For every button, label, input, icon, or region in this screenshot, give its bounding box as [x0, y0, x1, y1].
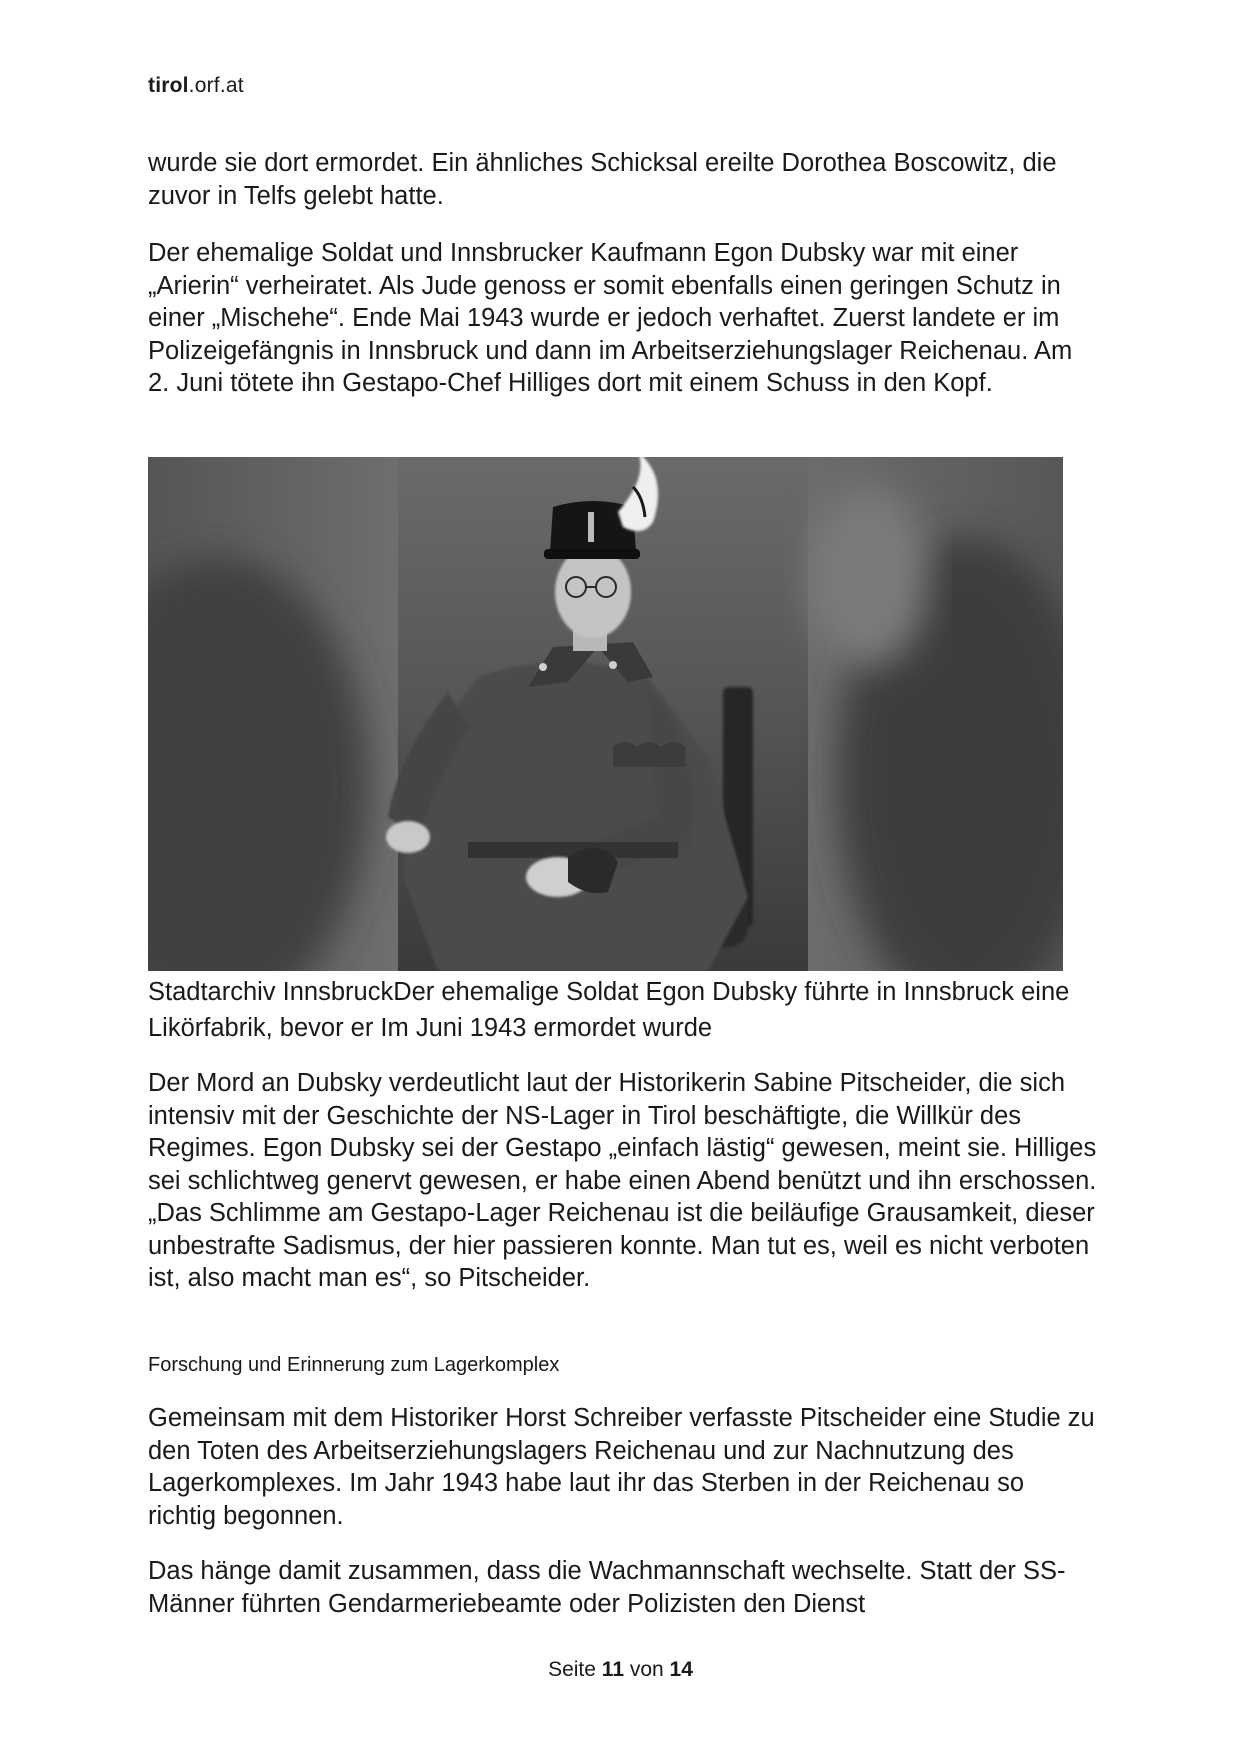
- site-name-bold: tirol: [148, 74, 189, 97]
- section-subheading: Forschung und Erinnerung zum Lagerkomplex: [148, 1354, 560, 1376]
- body-paragraph-1: wurde sie dort ermordet. Ein ähnliches Schicksal ereilte Dorothea Boscowitz, die zuvor in Telfs gelebt hatte.: [148, 149, 1057, 210]
- body-paragraph-4: Gemeinsam mit dem Historiker Horst Schreiber verfasste Pitscheider eine Studie zu den Toten des Arbeitserziehungslagers Reichenau und zur Nachnutzung des Lagerkomplexes. Im Jahr 1943 habe laut ihr das Sterben in der Reichenau so richtig begonnen.: [148, 1404, 1095, 1530]
- footer-middle: von: [629, 1658, 664, 1681]
- body-paragraph-3: Der Mord an Dubsky verdeutlicht laut der Historikerin Sabine Pitscheider, die sich intensiv mit der Geschichte der NS-Lager in Tirol beschäftigte, die Willkür des Regimes. Egon Dubsky sei der Gestapo „einfach lästig“ gewesen, meint sie. Hilliges sei schlichtweg genervt gewesen, er habe einen Abend benützt und ihn erschossen. „Das Schlimme am Gestapo-Lager Reichenau ist die beiläufige Grausamkeit, dieser unbestrafte Sadismus, der hier passieren konnte. Man tut es, weil es nicht verboten ist, also macht man es“, so Pitscheider.: [148, 1069, 1097, 1292]
- historical-photo-egon-dubsky: [148, 457, 1063, 971]
- footer-page-number: 11: [601, 1658, 624, 1681]
- body-paragraph-2: Der ehemalige Soldat und Innsbrucker Kaufmann Egon Dubsky war mit einer „Arierin“ verheiratet. Als Jude genoss er somit ebenfalls einen geringen Schutz in einer „Mischehe“. Ende Mai 1943 wurde er jedoch verhaftet. Zuerst landete er im Polizeigefängnis in Innsbruck und dann im Arbeitserziehungslager Reichenau. Am 2. Juni tötete ihn Gestapo-Chef Hilliges dort mit einem Schuss in den Kopf.: [148, 239, 1073, 397]
- photo-caption: Stadtarchiv InnsbruckDer ehemalige Soldat Egon Dubsky führte in Innsbruck eine Likörfabrik, bevor er Im Juni 1943 ermordet wurde: [148, 978, 1070, 1042]
- body-paragraph-5: Das hänge damit zusammen, dass die Wachmannschaft wechselte. Statt der SS-Männer führten Gendarmeriebeamte oder Polizisten den Dienst: [148, 1557, 1066, 1618]
- site-header: [148, 74, 244, 98]
- footer-total-pages: 14: [669, 1658, 693, 1681]
- page-footer: [0, 1658, 1241, 1682]
- portrait-illustration: [148, 457, 1063, 971]
- footer-prefix: Seite: [548, 1658, 596, 1681]
- site-name-domain: .orf.at: [188, 74, 244, 97]
